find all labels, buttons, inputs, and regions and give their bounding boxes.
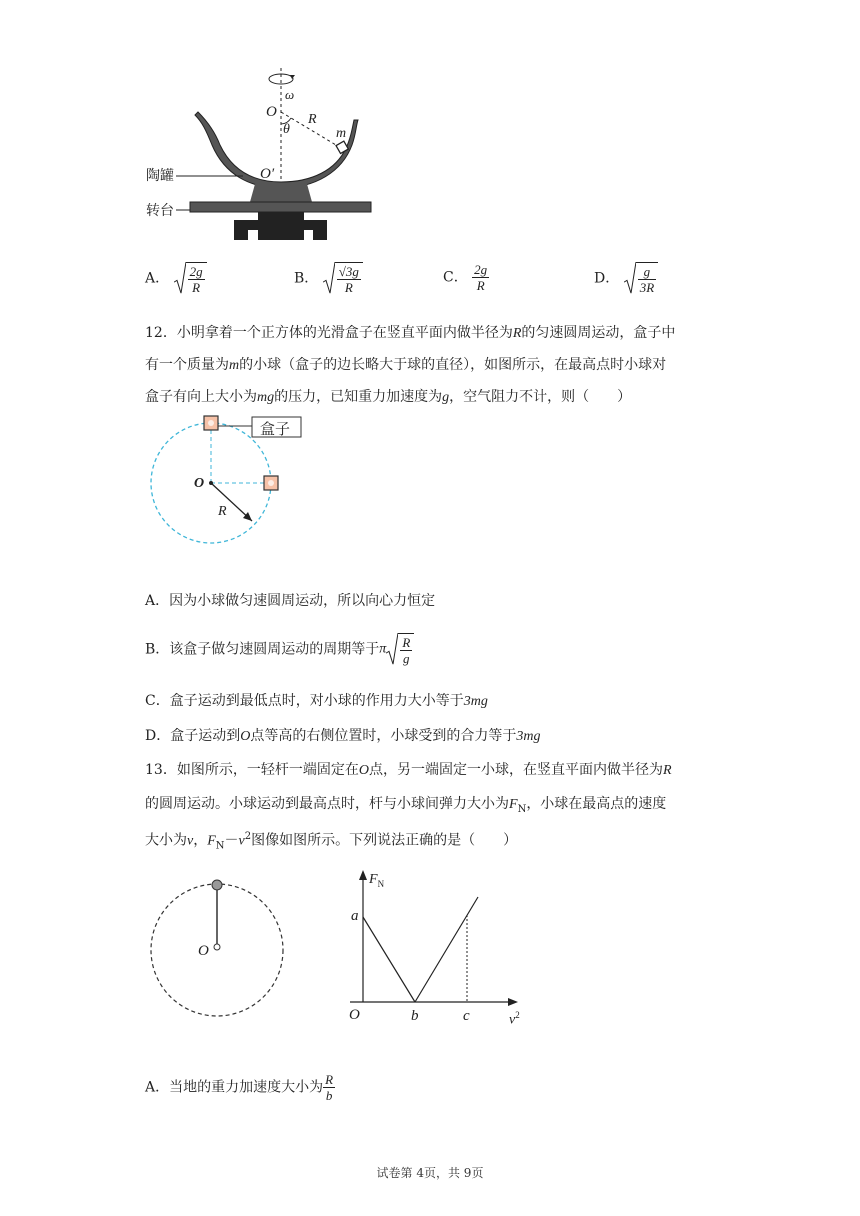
rotation-arrow-icon bbox=[269, 74, 295, 84]
q12-stem-line1: 12．小明拿着一个正方体的光滑盒子在竖直平面内做半径为R的匀速圆周运动，盒子中 bbox=[145, 325, 676, 341]
q11-option-c[interactable]: C． $\frac{2g}{R}$ bbox=[443, 262, 488, 293]
q13-axis-o-label: O bbox=[349, 1007, 360, 1023]
q13-option-a[interactable]: A．当地的重力加速度大小为 $\frac{R}{b}$ bbox=[145, 1072, 334, 1103]
q13-b-label: b bbox=[411, 1008, 419, 1024]
q13-stem-line1: 13．如图所示，一轻杆一端固定在O点，另一端固定一小球，在竖直平面内做半径为R bbox=[145, 762, 672, 778]
q12-option-b[interactable]: B．该盒子做匀速圆周运动的周期等于π $\frac{R}{g}$ bbox=[145, 633, 414, 666]
turntable-stand bbox=[258, 212, 304, 220]
q12-option-a[interactable]: A．因为小球做匀速圆周运动，所以向心力恒定 bbox=[145, 593, 436, 609]
q12-stem-line3: 盒子有向上大小为mg的压力，已知重力加速度为g，空气阻力不计，则（ ） bbox=[145, 389, 632, 405]
q11-o-label: O bbox=[266, 104, 277, 120]
q11-option-a[interactable]: A． $\frac{2g}{R}$ bbox=[145, 262, 207, 295]
graph-line-left bbox=[363, 917, 415, 1002]
q11-jar-label: 陶罐 bbox=[146, 168, 174, 184]
q13-graph bbox=[340, 868, 525, 1018]
q11-option-b[interactable]: B． $\frac{√3g}{R}$ bbox=[294, 262, 363, 295]
q12-stem-line2: 有一个质量为m的小球（盒子的边长略大于球的直径），如图所示，在最高点时小球对 bbox=[145, 357, 667, 373]
q11-theta-label: θ bbox=[283, 122, 290, 137]
q12-r-label: R bbox=[218, 504, 227, 519]
q13-v2-label: $v^2$ bbox=[509, 1010, 520, 1028]
q11-figure bbox=[140, 60, 390, 250]
bowl-base bbox=[250, 184, 312, 202]
turntable-plate bbox=[190, 202, 371, 212]
q13-c-label: c bbox=[463, 1008, 470, 1024]
q11-m-label: m bbox=[336, 126, 347, 141]
q12-option-c[interactable]: C．盒子运动到最低点时，对小球的作用力大小等于3mg bbox=[145, 693, 488, 709]
q13-fn-label: $F_N$ bbox=[369, 872, 385, 889]
q13-a-label: a bbox=[351, 908, 359, 924]
q13-stem-line3: 大小为v，$F_N-v^2$图像如图所示。下列说法正确的是（ ） bbox=[145, 831, 518, 852]
q12-figure bbox=[140, 408, 320, 558]
q13-stem-line2: 的圆周运动。小球运动到最高点时，杆与小球间弹力大小为$F_N$，小球在最高点的速度 bbox=[145, 796, 667, 815]
q11-oprime-label: O′ bbox=[260, 166, 275, 182]
q11-option-d[interactable]: D． $\frac{g}{3R}$ bbox=[594, 262, 658, 295]
box-right bbox=[264, 476, 278, 490]
ball bbox=[212, 880, 222, 890]
q12-box-label: 盒子 bbox=[260, 420, 291, 438]
graph-line-right bbox=[415, 897, 478, 1002]
bowl-shape bbox=[195, 112, 358, 188]
page-footer: 试卷第 4页，共 9页 bbox=[376, 1166, 484, 1180]
q11-omega-label: ω bbox=[285, 87, 295, 102]
q11-r-label: R bbox=[308, 112, 317, 127]
q13-rod-figure bbox=[145, 875, 285, 1020]
box-top bbox=[204, 416, 218, 430]
q12-option-d[interactable]: D．盒子运动到O点等高的右侧位置时，小球受到的合力等于3mg bbox=[145, 728, 541, 744]
pivot bbox=[214, 944, 220, 950]
q12-o-label: O bbox=[194, 476, 205, 491]
q13-circle-o-label: O bbox=[198, 943, 209, 959]
q11-turntable-label: 转台 bbox=[146, 203, 174, 219]
